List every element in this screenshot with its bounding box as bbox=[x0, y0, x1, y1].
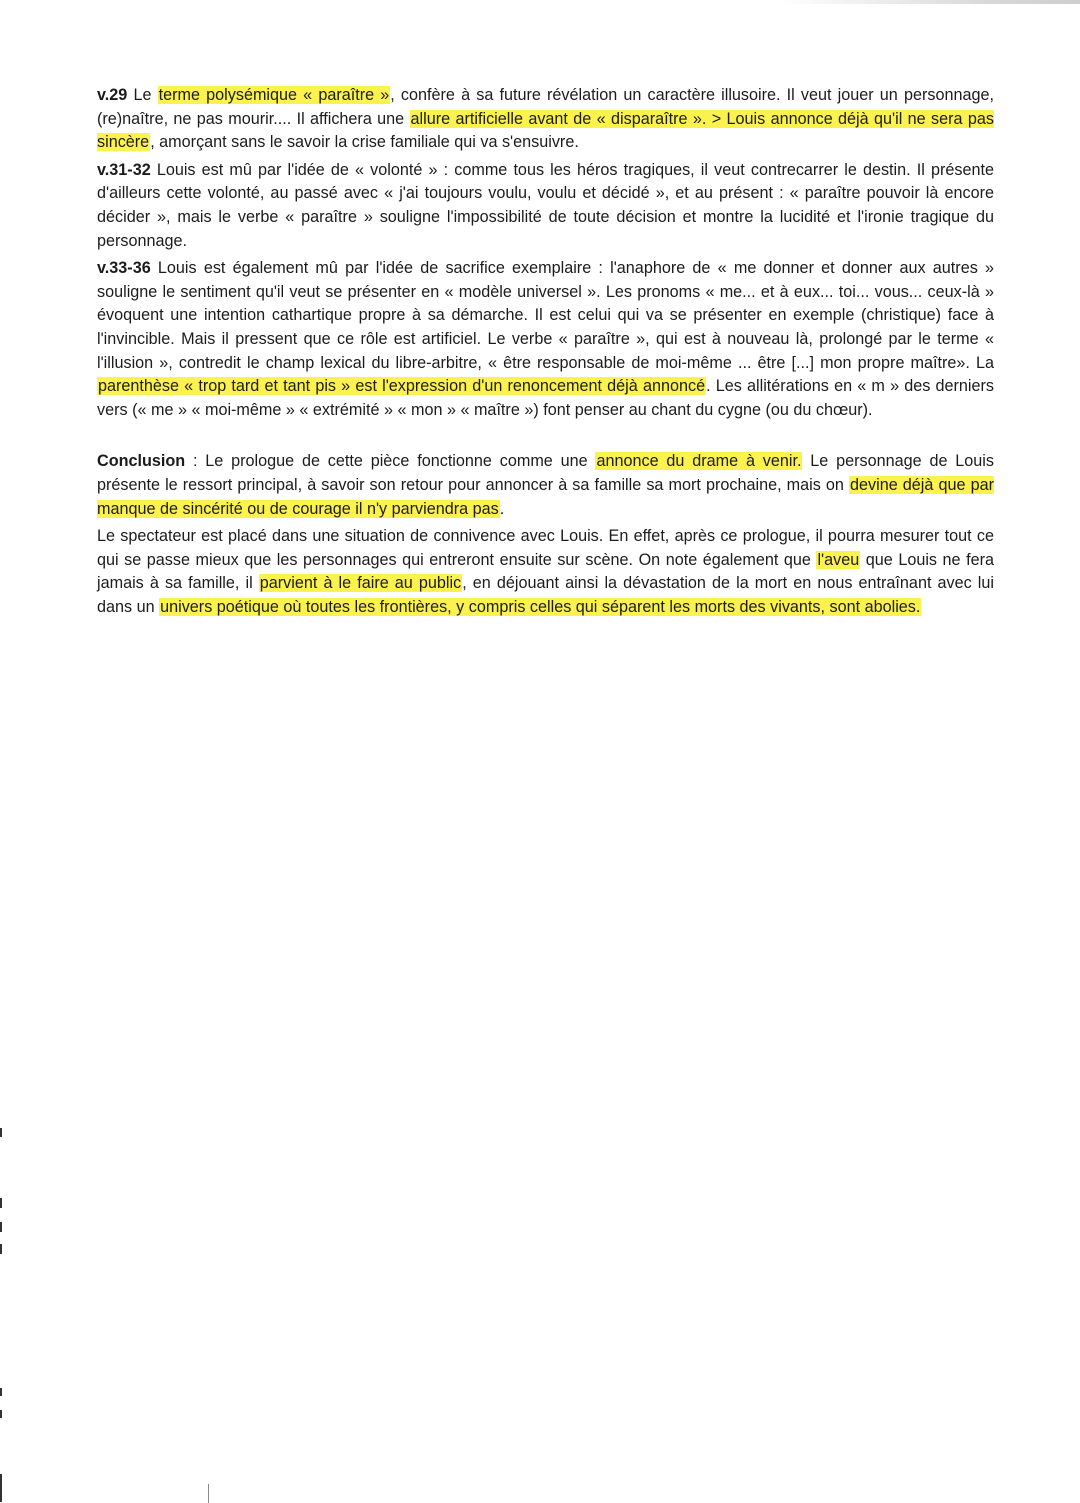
text-segment: . Les allitérations en « m » des derniers vers (« me » « moi-même » « extrémité » « mon » « maître ») font penser au chant du cygne (ou du chœur). bbox=[97, 377, 994, 419]
text-segment: Le bbox=[127, 86, 158, 104]
scan-margin-mark bbox=[0, 1410, 2, 1418]
paragraph bbox=[97, 525, 994, 619]
scan-margin-mark bbox=[0, 1128, 2, 1137]
text-segment: Le spectateur est placé dans une situation de connivence avec Louis. En effet, après ce prologue, il pourra mesurer tout ce qui se passe mieux que les personnages qui entreront ensuite sur scène. On note également que bbox=[97, 527, 994, 569]
text-segment: Le personnage de Louis présente le ressort principal, à savoir son retour pour annoncer à sa famille sa mort prochaine, mais on bbox=[97, 452, 994, 494]
highlighted-text: allure artificielle avant de « disparaître ». > Louis annonce déjà qu'il ne sera pas sincère bbox=[97, 109, 994, 152]
scan-top-edge-shadow bbox=[780, 0, 1080, 4]
paragraph bbox=[97, 159, 994, 253]
paragraph-lead: Conclusion bbox=[97, 452, 186, 471]
paragraph bbox=[97, 257, 994, 422]
document-page bbox=[97, 84, 994, 623]
highlighted-text: devine déjà que par manque de sincérité ou de courage il n'y parviendra pas bbox=[97, 475, 994, 518]
paragraph-lead: v.33-36 bbox=[97, 259, 151, 278]
text-segment: que Louis ne fera jamais à sa famille, il bbox=[97, 550, 994, 593]
paragraph-lead: v.31-32 bbox=[97, 160, 151, 179]
scan-margin-mark bbox=[0, 1222, 2, 1232]
scan-margin-mark bbox=[0, 1198, 2, 1208]
text-segment: Louis est mû par l'idée de « volonté » : comme tous les héros tragiques, il veut contrecarrer le destin. Il présente d'ailleurs cette volonté, au passé avec « j'ai toujours voulu, voulu et décidé », et au présent : « paraître pouvoir là encore décider », mais le verbe « paraître » souligne l'impossibilité de toute décision et montre la lucidité et l'ironie tragique du personnage. bbox=[97, 160, 994, 250]
scan-bottom-mark bbox=[208, 1484, 209, 1503]
highlighted-text: l'aveu bbox=[817, 550, 860, 569]
highlighted-text: univers poétique où toutes les frontières, y compris celles qui séparent les morts des vivants, sont abolies. bbox=[160, 597, 921, 616]
highlighted-text: terme polysémique « paraître » bbox=[158, 86, 390, 104]
paragraph-lead: v.29 bbox=[97, 86, 128, 104]
highlighted-text: parvient à le faire au public bbox=[259, 574, 462, 593]
text-segment: . bbox=[499, 499, 505, 518]
paragraph bbox=[97, 450, 994, 521]
highlighted-text: annonce du drame à venir. bbox=[596, 452, 802, 471]
text-segment: Louis est également mû par l'idée de sacrifice exemplaire : l'anaphore de « me donner et donner aux autres » souligne le sentiment qu'il veut se présenter en « modèle universel ». Les pronoms « me... et à eux... toi... vous... ceux-là » évoquent une intention cathartique propre à sa démarche. Il est celui qui va se présenter en exemple (christique) face à l'invincible. Mais il pressent que ce rôle est artificiel. Le verbe « paraître », qui est à nouveau là, prolongé par le terme « l'illusion », contredit le champ lexical du libre-arbitre, « être responsable de moi-même ... être [...] mon propre maître». La bbox=[97, 259, 994, 372]
text-segment: , confère à sa future révélation un caractère illusoire. Il veut jouer un personnage, (re)naître, ne pas mourir.... Il affichera une bbox=[97, 86, 994, 128]
text-segment: , amorçant sans le savoir la crise familiale qui va s'ensuivre. bbox=[150, 133, 579, 152]
highlighted-text: parenthèse « trop tard et tant pis » est l'expression d'un renoncement déjà annoncé bbox=[98, 377, 706, 396]
text-segment: , en déjouant ainsi la dévastation de la mort en nous entraînant avec lui dans un bbox=[97, 574, 994, 616]
scan-margin-mark bbox=[0, 1474, 2, 1502]
scan-margin-mark bbox=[0, 1388, 2, 1396]
text-segment: : Le prologue de cette pièce fonctionne comme une bbox=[185, 452, 596, 471]
paragraph bbox=[97, 84, 994, 155]
scan-margin-mark bbox=[0, 1244, 2, 1254]
